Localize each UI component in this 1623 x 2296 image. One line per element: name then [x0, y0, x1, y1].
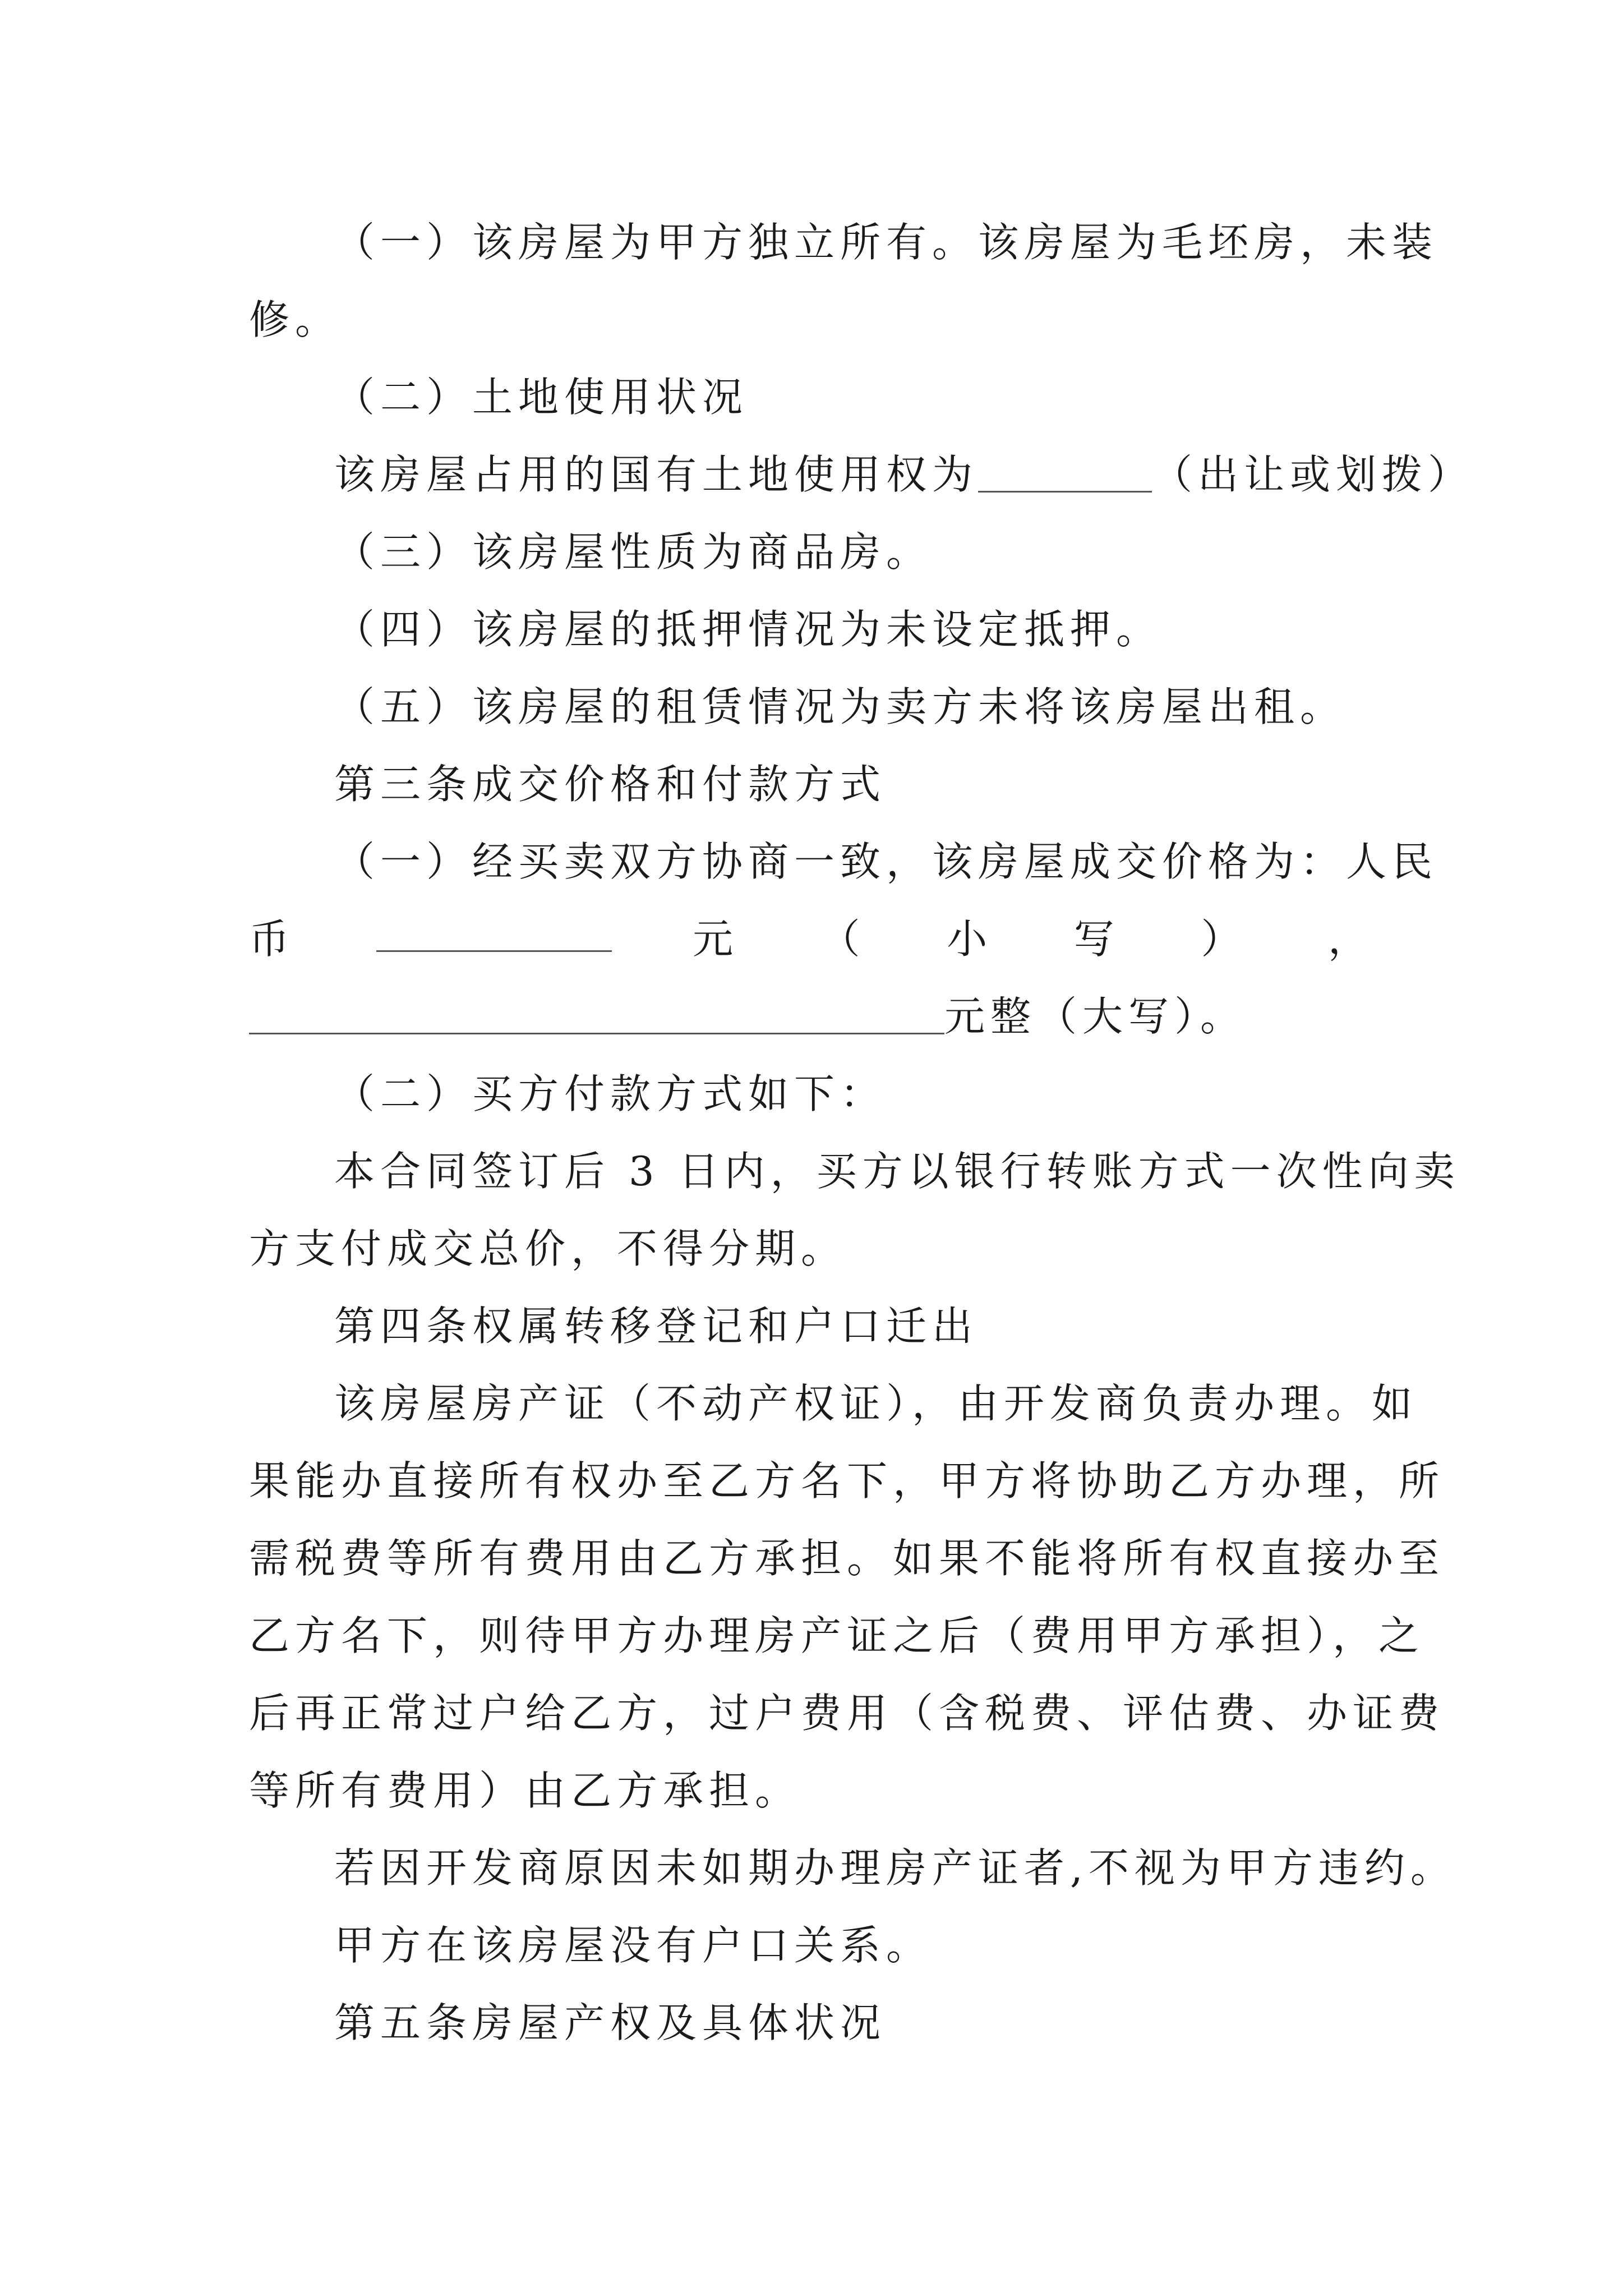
article4-p2: 若因开发商原因未如期办理房产证者,不视为甲方违约。 — [334, 1844, 1456, 1892]
comma: ， — [1327, 915, 1374, 963]
article4-p1-line6: 等所有费用）由乙方承担。 — [249, 1767, 801, 1814]
article4-heading: 第四条权属转移登记和户口迁出 — [334, 1303, 979, 1350]
item1-line1: （一）该房屋为甲方独立所有。该房屋为毛坯房，未装 — [334, 219, 1438, 266]
item2-text-before: 该房屋占用的国有土地使用权为 — [334, 451, 979, 498]
price-lowercase-blank — [376, 905, 612, 952]
currency-label: 币 — [249, 915, 296, 963]
item1-line2: 修。 — [249, 296, 342, 343]
open-paren: （ — [819, 915, 866, 963]
article5-heading: 第五条房屋产权及具体状况 — [334, 1999, 887, 2046]
article3-p2-line2: 方支付成交总价，不得分期。 — [249, 1225, 847, 1272]
item2-text — [334, 435, 1474, 514]
xie-char: 写 — [1073, 915, 1120, 963]
price-uppercase-blank — [249, 988, 944, 1034]
article3-p1-line1: （一）经买卖双方协商一致，该房屋成交价格为：人民 — [334, 838, 1438, 885]
item5: （五）该房屋的租赁情况为卖方未将该房屋出租。 — [334, 683, 1347, 730]
item2-heading: （二）土地使用状况 — [334, 374, 749, 421]
article4-p3: 甲方在该房屋没有户口关系。 — [334, 1922, 933, 1969]
xiao-char: 小 — [947, 915, 993, 963]
article3-p1-line3 — [249, 977, 1374, 1056]
item4: （四）该房屋的抵押情况为未设定抵押。 — [334, 606, 1163, 653]
article4-p1-line1: 该房屋房产证（不动产权证），由开发商负责办理。如 — [334, 1380, 1418, 1427]
yuan-label: 元 — [693, 915, 739, 963]
article4-p1-line2: 果能办直接所有权办至乙方名下，甲方将协助乙方办理，所 — [249, 1457, 1445, 1504]
close-paren: ） — [1201, 915, 1247, 963]
price-uppercase-suffix: 元整（大写）。 — [944, 993, 1247, 1040]
article4-p1-line5: 后再正常过户给乙方，过户费用（含税费、评估费、办证费 — [249, 1690, 1445, 1737]
item3: （三）该房屋性质为商品房。 — [334, 528, 933, 576]
article3-p2-heading: （二）买方付款方式如下： — [334, 1070, 887, 1117]
article3-p1-line2 — [249, 900, 1374, 978]
article3-heading: 第三条成交价格和付款方式 — [334, 761, 887, 808]
item2-text-after: （出让或划拨） — [1152, 451, 1474, 498]
article3-p2-line1: 本合同签订后 3 日内，买方以银行转账方式一次性向卖 — [334, 1148, 1460, 1195]
article4-p1-line3: 需税费等所有费用由乙方承担。如果不能将所有权直接办至 — [249, 1535, 1445, 1582]
article4-p1-line4: 乙方名下，则待甲方办理房产证之后（费用甲方承担），之 — [249, 1612, 1425, 1659]
land-right-blank — [978, 446, 1152, 493]
